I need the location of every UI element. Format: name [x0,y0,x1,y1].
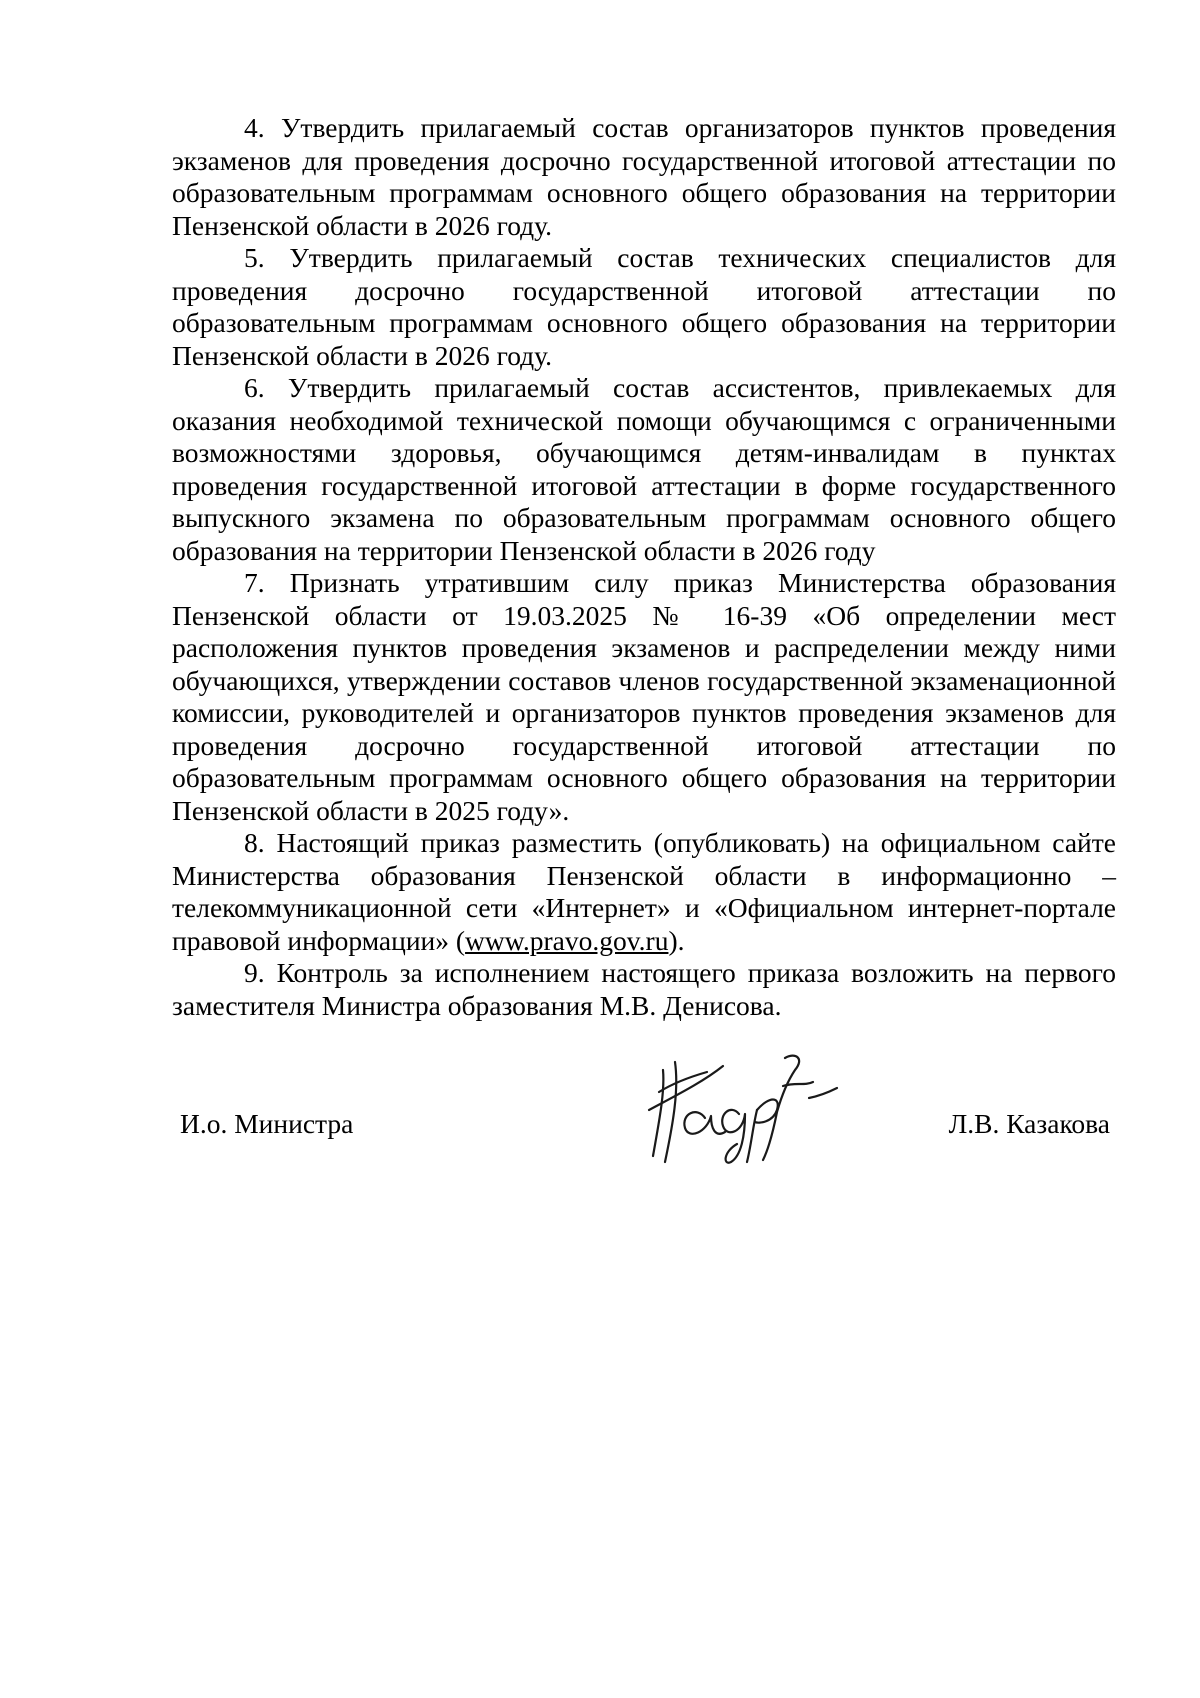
signatory-position: И.о. Министра [180,1108,354,1139]
signatory-name: Л.В. Казакова [948,1108,1110,1139]
pravo-gov-link[interactable]: www.pravo.gov.ru [465,924,669,956]
paragraph-6: 6. Утвердить прилагаемый состав ассистентов, привлекаемых для оказания необходимой технической помощи обучающимся с ограниченными возможностями здоровья, обучающимся детям-инвалидам в пунктах проведения государственной итоговой аттестации в форме государственного выпускного экзамена по образовательным программам основного общего образования на территории Пензенской области в 2026 году [172,372,1116,566]
paragraph-8 [172,827,1116,957]
paragraph-4: 4. Утвердить прилагаемый состав организаторов пунктов проведения экзаменов для проведения досрочно государственной итоговой аттестации по образовательным программам основного общего образования на территории Пензенской области в 2026 году. [172,112,1116,241]
document-body [172,112,1116,1022]
paragraph-9: 9. Контроль за исполнением настоящего приказа возложить на первого заместителя Министра образования М.В. Денисова. [172,957,1116,1021]
handwritten-signature [645,1052,845,1170]
paragraph-8-text: 8. Настоящий приказ разместить (опубликовать) на официальном сайте Министерства образования Пензенской области в информационно – телекоммуникационной сети «Интернет» и «Официальном интернет-портале правовой информации» ( [172,827,1116,956]
paragraph-8-tail: ). [668,924,685,956]
paragraph-7: 7. Признать утратившим силу приказ Министерства образования Пензенской области от 19.03.2025 № 16-39 «Об определении мест расположения пунктов проведения экзаменов и распределении между ними обучающихся, утверждении составов членов государственной экзаменационной комиссии, руководителей и организаторов пунктов проведения экзаменов для проведения досрочно государственной итоговой аттестации по образовательным программам основного общего образования на территории Пензенской области в 2025 году». [172,567,1116,826]
paragraph-5: 5. Утвердить прилагаемый состав технических специалистов для проведения досрочно государственной итоговой аттестации по образовательным программам основного общего образования на территории Пензенской области в 2026 году. [172,242,1116,371]
